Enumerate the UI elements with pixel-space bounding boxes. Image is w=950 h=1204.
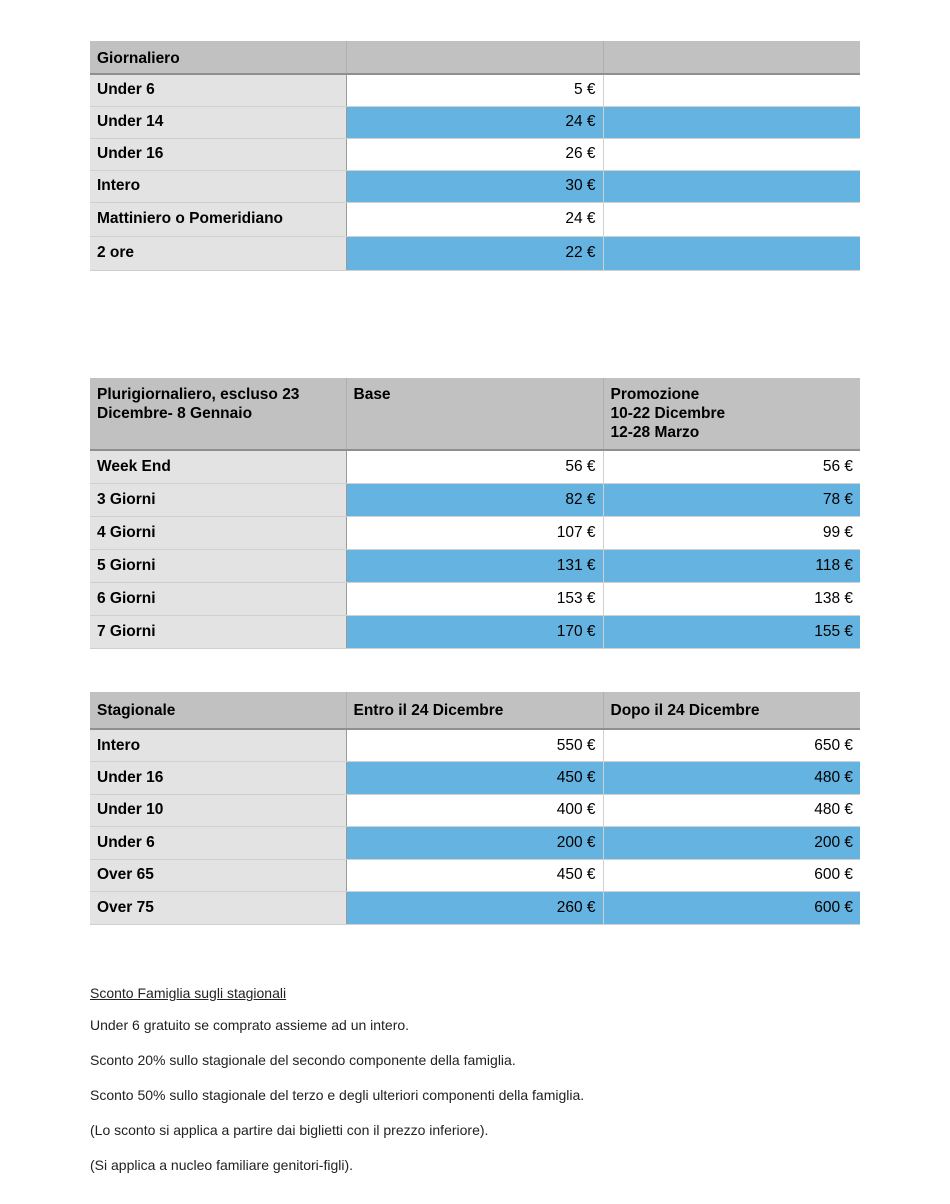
before-price-cell: 550 €: [346, 729, 603, 762]
table-row: [90, 549, 860, 582]
table-row: [90, 170, 860, 202]
before-price-cell: 450 €: [346, 859, 603, 892]
note-line: (Si applica a nucleo familiare genitori-figli).: [90, 1157, 354, 1173]
empty-cell: [603, 138, 860, 170]
seasonal-price-table: [90, 692, 860, 925]
table-row: [90, 202, 860, 236]
before-price-cell: 450 €: [346, 762, 603, 795]
promo-price-cell: 138 €: [603, 582, 860, 615]
after-price-cell: 600 €: [603, 892, 860, 925]
note-line: Under 6 gratuito se comprato assieme ad un intero.: [90, 1017, 410, 1033]
row-label: Under 16: [90, 762, 346, 795]
promo-column-header: [603, 378, 860, 450]
row-label: Intero: [90, 170, 346, 202]
table-row: [90, 615, 860, 648]
table-row: [90, 892, 860, 925]
note-line: (Lo sconto si applica a partire dai biglietti con il prezzo inferiore).: [90, 1122, 489, 1138]
row-label: Under 10: [90, 794, 346, 827]
base-price-cell: 153 €: [346, 582, 603, 615]
empty-cell: [603, 202, 860, 236]
table-row: [90, 827, 860, 860]
promo-price-cell: 78 €: [603, 483, 860, 516]
row-label: Week End: [90, 450, 346, 483]
promo-period: 12-28 Marzo: [610, 424, 700, 441]
before-column-header: Entro il 24 Dicembre: [346, 692, 603, 729]
table-row: [90, 74, 860, 106]
table-row: [90, 582, 860, 615]
base-column-header: Base: [346, 378, 603, 450]
row-label: 4 Giorni: [90, 516, 346, 549]
promo-price-cell: 118 €: [603, 549, 860, 582]
empty-cell: [603, 236, 860, 270]
table-row: [90, 483, 860, 516]
table-header-row: [90, 378, 860, 450]
table-row: [90, 138, 860, 170]
promo-price-cell: 56 €: [603, 450, 860, 483]
row-label: Under 6: [90, 74, 346, 106]
after-price-cell: 480 €: [603, 794, 860, 827]
base-price-cell: 170 €: [346, 615, 603, 648]
row-label: 3 Giorni: [90, 483, 346, 516]
before-price-cell: 260 €: [346, 892, 603, 925]
price-cell: 5 €: [346, 74, 603, 106]
row-label: 5 Giorni: [90, 549, 346, 582]
seasonal-header: Stagionale: [90, 692, 346, 729]
table-row: [90, 106, 860, 138]
table-row: [90, 450, 860, 483]
base-price-cell: 107 €: [346, 516, 603, 549]
multi-day-price-table: [90, 378, 860, 649]
after-price-cell: 480 €: [603, 762, 860, 795]
header-cell-empty: [603, 41, 860, 74]
daily-price-table: [90, 41, 860, 271]
table-header-row: [90, 692, 860, 729]
empty-cell: [603, 74, 860, 106]
empty-cell: [603, 170, 860, 202]
table-row: [90, 762, 860, 795]
row-label: 2 ore: [90, 236, 346, 270]
table-row: [90, 236, 860, 270]
table-header-row: [90, 41, 860, 74]
row-label: Under 14: [90, 106, 346, 138]
promo-price-cell: 155 €: [603, 615, 860, 648]
price-cell: 26 €: [346, 138, 603, 170]
table-row: [90, 859, 860, 892]
header-cell-empty: [346, 41, 603, 74]
base-price-cell: 131 €: [346, 549, 603, 582]
before-price-cell: 400 €: [346, 794, 603, 827]
row-label: Over 65: [90, 859, 346, 892]
promo-period: 10-22 Dicembre: [610, 405, 726, 422]
row-label: 7 Giorni: [90, 615, 346, 648]
after-column-header: Dopo il 24 Dicembre: [603, 692, 860, 729]
table-row: [90, 794, 860, 827]
promo-price-cell: 99 €: [603, 516, 860, 549]
note-line: Sconto 50% sullo stagionale del terzo e degli ulteriori componenti della famiglia.: [90, 1087, 585, 1103]
row-label: Under 6: [90, 827, 346, 860]
row-label: Under 16: [90, 138, 346, 170]
price-cell: 30 €: [346, 170, 603, 202]
price-cell: 24 €: [346, 106, 603, 138]
after-price-cell: 650 €: [603, 729, 860, 762]
after-price-cell: 200 €: [603, 827, 860, 860]
base-price-cell: 82 €: [346, 483, 603, 516]
note-line: Sconto 20% sullo stagionale del secondo componente della famiglia.: [90, 1052, 516, 1068]
notes-title: Sconto Famiglia sugli stagionali: [90, 985, 287, 1001]
before-price-cell: 200 €: [346, 827, 603, 860]
after-price-cell: 600 €: [603, 859, 860, 892]
row-label: Over 75: [90, 892, 346, 925]
promo-title: Promozione: [610, 386, 700, 403]
table-row: [90, 516, 860, 549]
row-label: Intero: [90, 729, 346, 762]
daily-header: Giornaliero: [90, 41, 346, 74]
price-cell: 24 €: [346, 202, 603, 236]
base-price-cell: 56 €: [346, 450, 603, 483]
family-discount-notes: [90, 984, 860, 1191]
row-label: 6 Giorni: [90, 582, 346, 615]
row-label: Mattiniero o Pomeridiano: [90, 202, 346, 236]
multi-day-header: Plurigiornaliero, escluso 23 Dicembre- 8 Gennaio: [90, 378, 346, 450]
price-cell: 22 €: [346, 236, 603, 270]
table-row: [90, 729, 860, 762]
empty-cell: [603, 106, 860, 138]
